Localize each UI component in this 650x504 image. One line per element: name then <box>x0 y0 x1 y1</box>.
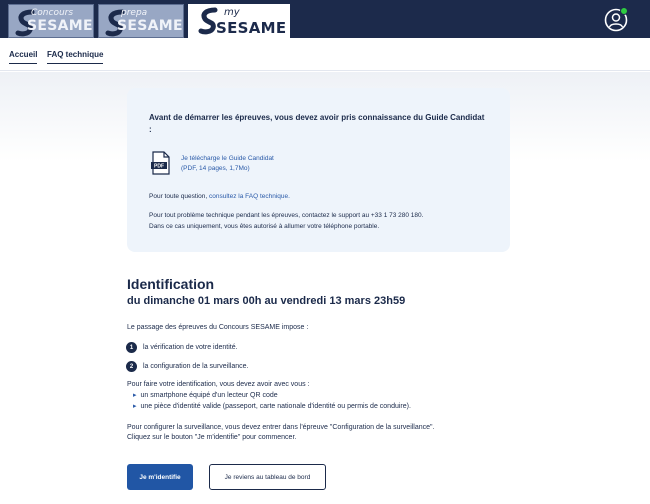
nav-accueil[interactable]: Accueil <box>9 50 37 64</box>
guide-info-box <box>127 88 510 252</box>
info-title: Avant de démarrer les épreuves, vous devez avoir pris connaissance du Guide Candidat : <box>149 113 485 134</box>
step-item <box>126 361 248 372</box>
surveillance-line2: Cliquez sur le bouton "Je m'identifie" pour commencer. <box>127 434 297 441</box>
logo-small-text: Concours <box>31 8 74 18</box>
download-guide-link[interactable] <box>181 154 274 174</box>
tab-my-sesame[interactable] <box>188 4 290 38</box>
faq-link[interactable]: consultez la FAQ technique. <box>209 193 290 200</box>
identification-intro: Le passage des épreuves du Concours SESAME impose : <box>127 324 309 331</box>
back-to-dashboard-button[interactable]: Je reviens au tableau de bord <box>209 464 326 490</box>
step-item <box>126 342 238 353</box>
list-item <box>133 402 411 413</box>
support-text <box>149 210 499 232</box>
surveillance-instructions <box>127 423 517 443</box>
nav-faq-technique[interactable]: FAQ technique <box>47 50 103 64</box>
online-status-dot <box>620 7 628 15</box>
question-text <box>149 193 290 200</box>
list-item-text: une pièce d'identité valide (passeport, carte nationale d'identité ou permis de conduire). <box>140 402 411 410</box>
list-item-text: un smartphone équipé d'un lecteur QR code <box>140 392 278 399</box>
identify-button[interactable]: Je m'identifie <box>127 464 193 490</box>
tab-concours-sesame[interactable] <box>8 4 94 38</box>
support-line2: Dans ce cas uniquement, vous êtes autorisé à allumer votre téléphone portable. <box>149 223 380 230</box>
step-text: la vérification de votre identité. <box>143 344 238 351</box>
tab-prepa-sesame[interactable] <box>98 4 184 38</box>
list-item <box>133 391 411 402</box>
pdf-label: PDF <box>154 163 164 170</box>
main-nav <box>0 38 650 71</box>
prepa-sesame-logo <box>99 5 183 37</box>
logo-big-text: SESAME <box>27 18 93 34</box>
step-text: la configuration de la surveillance. <box>143 363 249 370</box>
requirements-intro: Pour faire votre identification, vous devez avoir avec vous : <box>127 381 310 388</box>
download-guide-title: Je télécharge le Guide Candidat <box>181 155 274 162</box>
question-prefix: Pour toute question, <box>149 193 209 200</box>
identification-dates: du dimanche 01 mars 00h au vendredi 13 mars 23h59 <box>127 295 406 307</box>
identification-title: Identification <box>127 276 215 292</box>
requirements-list <box>133 391 411 412</box>
logo-small-text: my <box>224 7 240 18</box>
logo-big-text: SESAME <box>117 18 183 34</box>
top-bar <box>0 0 650 38</box>
logo-small-text: prepa <box>121 8 148 18</box>
pdf-file-icon[interactable] <box>150 151 172 175</box>
support-line1: Pour tout problème technique pendant les épreuves, contactez le support au +33 1 73 280 180. <box>149 212 424 219</box>
concours-sesame-logo <box>9 5 93 37</box>
step-number-badge: 2 <box>126 361 137 372</box>
surveillance-line1: Pour configurer la surveillance, vous devez entrer dans l'épreuve "Configuration de la surveillance". <box>127 424 435 431</box>
download-guide-meta: (PDF, 14 pages, 1,7Mo) <box>181 165 250 172</box>
my-sesame-logo <box>188 4 290 38</box>
step-number-badge: 1 <box>126 342 137 353</box>
logo-big-text: SESAME <box>216 19 287 37</box>
